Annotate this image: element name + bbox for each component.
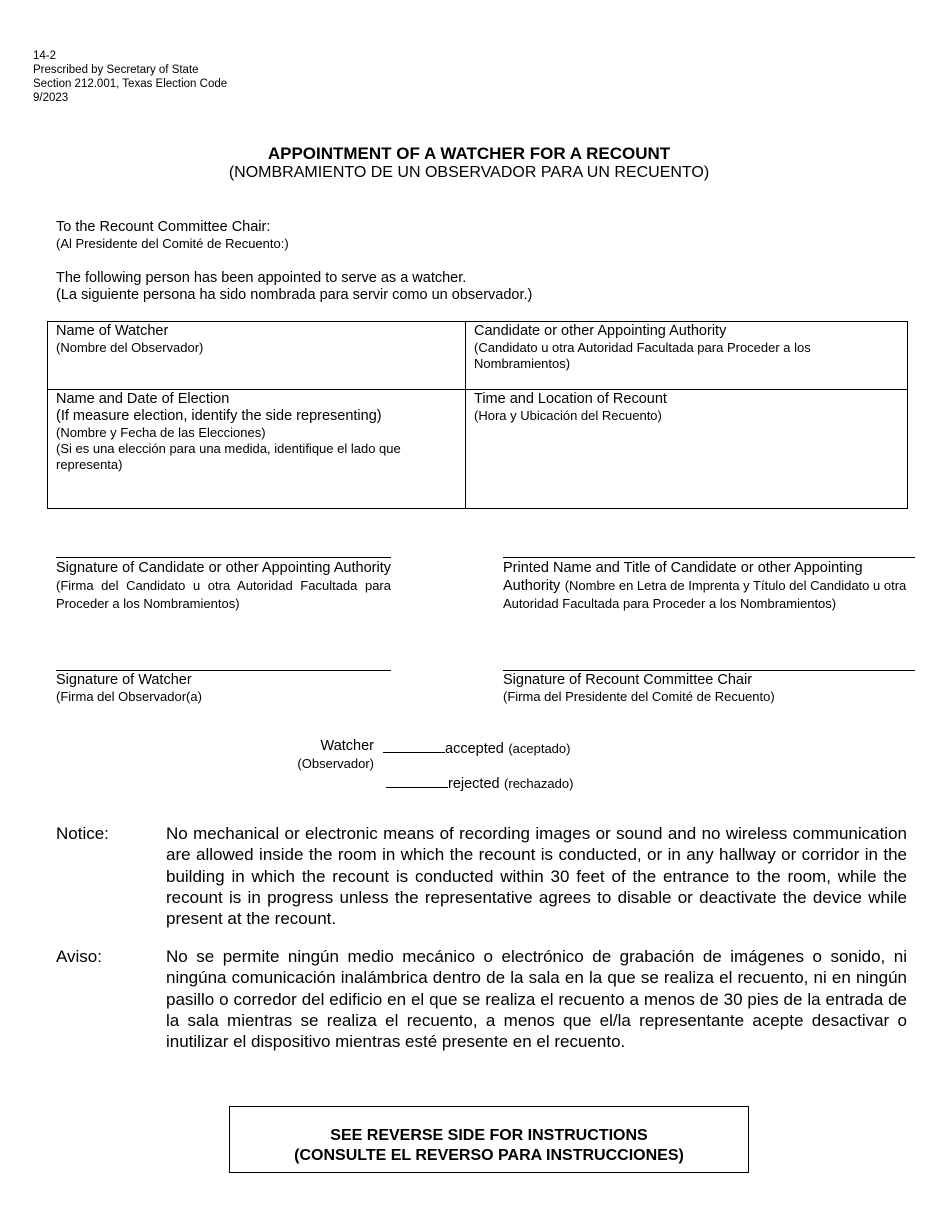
- watcher-signature-block[interactable]: [56, 670, 391, 705]
- prescribed-by: Prescribed by Secretary of State: [33, 64, 199, 76]
- watcher-label-es: (Observador): [297, 756, 374, 771]
- appointing-authority-field[interactable]: [466, 322, 907, 390]
- intro: [56, 270, 532, 304]
- form-header: [33, 49, 227, 105]
- recount-location-label: Time and Location of Recount: [474, 391, 667, 407]
- chair-signature-label-es: (Firma del Presidente del Comité de Recuento): [503, 689, 775, 704]
- printed-name-label-es: (Nombre en Letra de Imprenta y Título del Candidato u otra Autoridad Facultada para Proceder a los Nombramientos): [503, 578, 907, 611]
- notice-label: Notice:: [56, 824, 109, 843]
- recount-location-label-es: (Hora y Ubicación del Recuento): [474, 408, 662, 423]
- aviso-text: No se permite ningún medio mecánico o electrónico de grabación de imágenes o sonido, ni ningúna comunicación inalámbrica dentro de la sala en la que se realiza el recuento, ni en ningún pasillo o corredor del edificio en el que se realiza el recuento a menos de 30 pies de la entrada de la sala mientras se realiza el recuento, a menos que el/la representante acepte desactivar o inutilizar el dispositivo mientras esté presente en el recuento.: [166, 947, 907, 1052]
- candidate-signature-label-es: (Firma del Candidato u otra Autoridad Facultada para Proceder a los Nombramientos): [56, 578, 391, 611]
- watcher-signature-label: Signature of Watcher: [56, 672, 192, 688]
- recount-location-field[interactable]: [466, 390, 907, 508]
- accepted-blank[interactable]: [383, 738, 445, 753]
- aviso-label: Aviso:: [56, 947, 102, 966]
- watcher-name-field[interactable]: [48, 322, 466, 390]
- instructions-box: [229, 1106, 749, 1173]
- intro-es: (La siguiente persona ha sido nombrada para servir como un observador.): [56, 287, 533, 303]
- page-title: APPOINTMENT OF A WATCHER FOR A RECOUNT: [267, 144, 671, 163]
- candidate-signature-label: Signature of Candidate or other Appointing Authority: [56, 560, 391, 576]
- accepted-option[interactable]: [383, 738, 570, 758]
- salutation-es: (Al Presidente del Comité de Recuento:): [56, 236, 289, 251]
- watcher-info-table: [47, 321, 908, 509]
- printed-name-block[interactable]: [503, 557, 915, 613]
- candidate-signature-block[interactable]: [56, 557, 391, 613]
- election-label: Name and Date of Election: [56, 391, 230, 407]
- election-label-es-2: (Si es una elección para una medida, identifique el lado que representa): [56, 441, 401, 472]
- authority-label-es: (Candidato u otra Autoridad Facultada para Proceder a los Nombramientos): [474, 340, 811, 371]
- salutation: [56, 219, 289, 252]
- rejected-label: rejected: [448, 776, 500, 792]
- watcher-name-label-es: (Nombre del Observador): [56, 340, 204, 355]
- chair-signature-block[interactable]: [503, 670, 915, 705]
- rejected-option[interactable]: [386, 773, 573, 793]
- watcher-name-label: Name of Watcher: [56, 323, 169, 339]
- instructions-line-es: (CONSULTE EL REVERSO PARA INSTRUCCIONES): [294, 1147, 684, 1164]
- election-field[interactable]: [48, 390, 466, 508]
- code-section: Section 212.001, Texas Election Code: [33, 78, 228, 90]
- authority-label: Candidate or other Appointing Authority: [474, 323, 727, 339]
- salutation-en: To the Recount Committee Chair:: [56, 219, 271, 235]
- form-number: 14-2: [33, 50, 57, 62]
- intro-en: The following person has been appointed to serve as a watcher.: [56, 270, 467, 286]
- chair-signature-label: Signature of Recount Committee Chair: [503, 672, 753, 688]
- watcher-label: Watcher: [320, 738, 374, 754]
- rejected-label-es: (rechazado): [504, 776, 574, 791]
- watcher-status-label: [250, 738, 374, 772]
- printed-name-label: Printed Name and Title of Candidate or other Appointing Authority: [503, 560, 863, 594]
- rejected-blank[interactable]: [386, 773, 448, 788]
- instructions-line-en: SEE REVERSE SIDE FOR INSTRUCTIONS: [330, 1127, 648, 1144]
- notice-text: No mechanical or electronic means of recording images or sound and no wireless communication are allowed inside the room in which the recount is conducted, or in any hallway or corridor in the building in which the recount is conducted within 30 feet of the entrance to the room, while the recount is in progress unless the representative agrees to disable or deactivate the device while present at the recount.: [166, 824, 907, 929]
- form-date: 9/2023: [33, 92, 69, 104]
- election-label-es: (Nombre y Fecha de las Elecciones): [56, 425, 266, 440]
- accepted-label-es: (aceptado): [508, 741, 571, 756]
- election-label-2: (If measure election, identify the side representing): [56, 408, 382, 424]
- page-subtitle: (NOMBRAMIENTO DE UN OBSERVADOR PARA UN RECUENTO): [228, 164, 710, 181]
- accepted-label: accepted: [445, 741, 504, 757]
- watcher-signature-label-es: (Firma del Observador(a): [56, 689, 202, 704]
